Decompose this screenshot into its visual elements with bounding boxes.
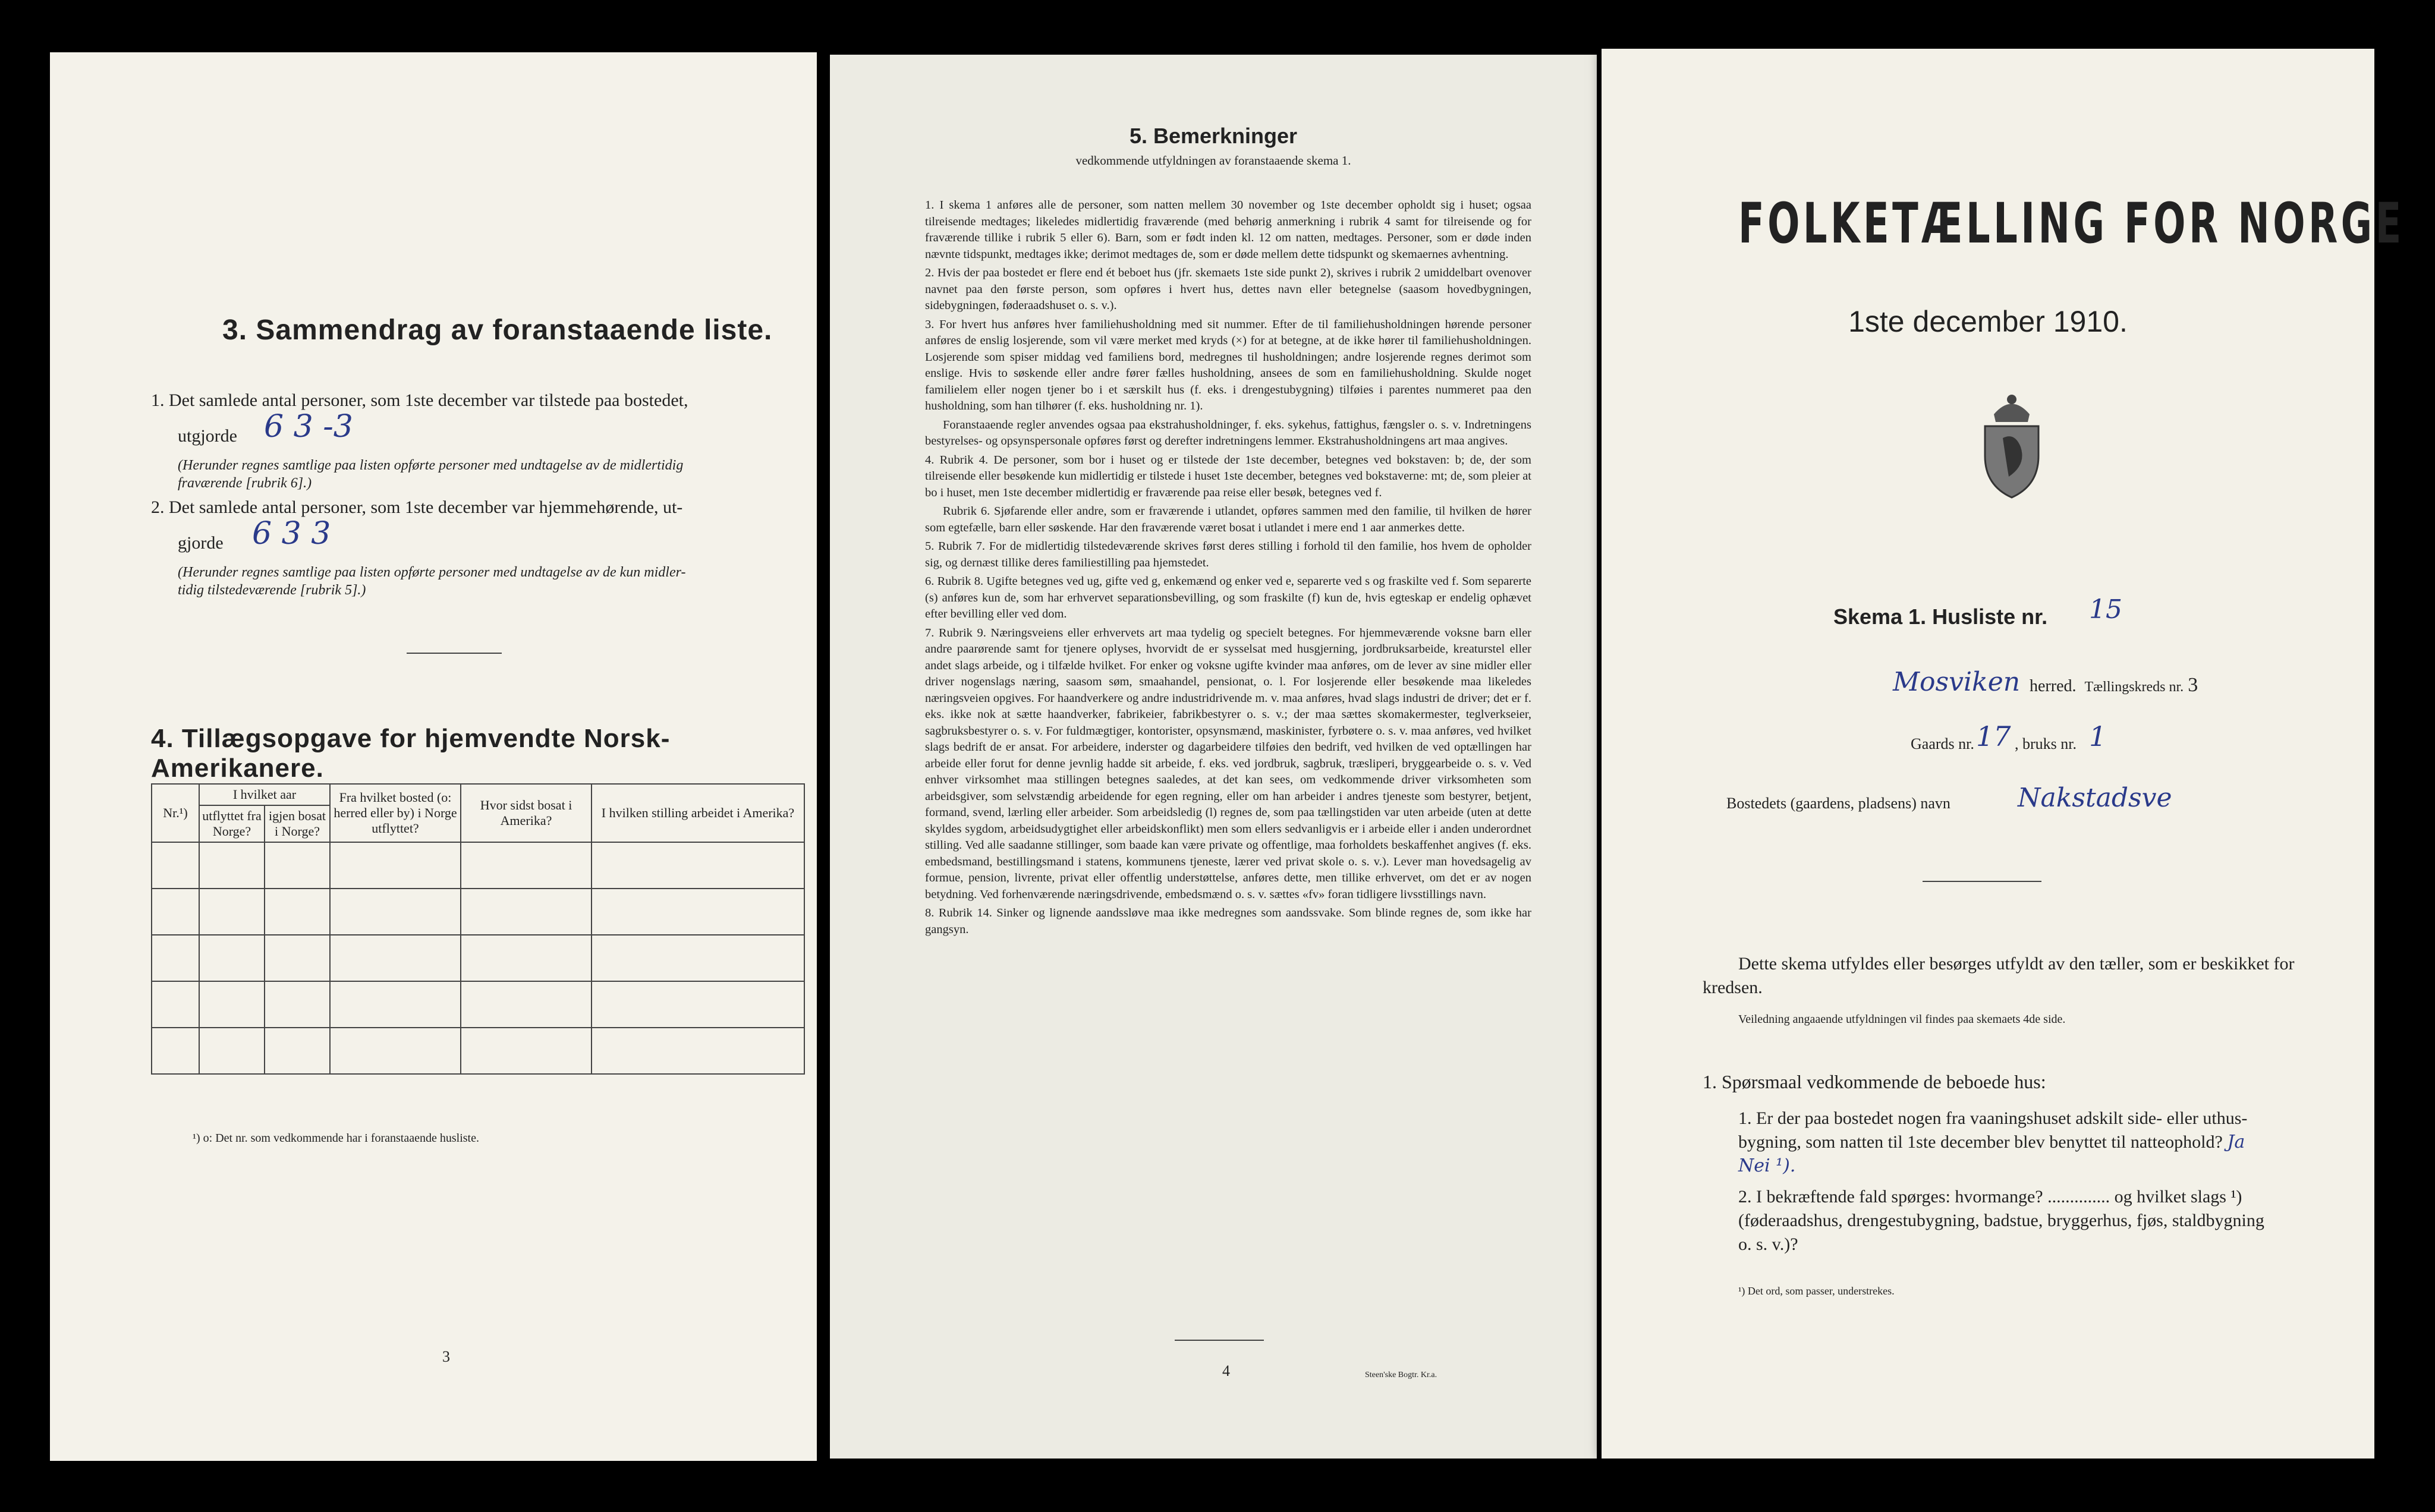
remarks-title: 5. Bemerkninger bbox=[1129, 124, 1298, 148]
col-returned: igjen bosat i Norge? bbox=[265, 805, 330, 842]
summary-item-2-label: gjorde bbox=[178, 533, 224, 553]
bosted-value: Nakstadsve bbox=[2018, 783, 2172, 813]
summary-item-1-note: (Herunder regnes samtlige paa listen opførte personer med undtagelse av de midlertidig fraværende [rubrik 6].) bbox=[178, 458, 684, 491]
herred-label: herred. Tællingskreds nr. 3 bbox=[2030, 674, 2198, 696]
summary-item-1-label: utgjorde bbox=[178, 426, 237, 446]
summary-item-2: 2. Det samlede antal personer, som 1ste december var hjemmehørende, ut- bbox=[151, 497, 683, 517]
remark-paragraph: 3. For hvert hus anføres hver familiehusholdning med sit nummer. Efter de til familiehusholdningen hørende personer anføres de enslig losjerende, som vil være merket med kryds (×) for at betegne, at de ikke hører til familiehusholdningen. Losjerende som spiser middag ved familiens bord, medregnes til husholdningen; andre losjerende regnes derimot som enslige. Hvis to søskende eller andre fører fælles husholdning, ansees de som en familiehusholdning. Skulde noget familielem eller nogen tjener bo i et særskilt hus (f. eks. i drengestubygning) tilføies i parentes nummeret paa den husholdning, som han tilhører (f. eks. husholdning nr. 1). bbox=[925, 317, 1531, 412]
question-2: 2. I bekræftende fald spørges: hvormange? .............. og hvilket slags ¹) (føderaadshus, drengestubygning, badstue, bryggerhus, fjøs, staldbygning o. s. v.)? bbox=[1738, 1187, 2264, 1254]
summary-item-1: 1. Det samlede antal personer, som 1ste december var tilstede paa bostedet, bbox=[151, 390, 688, 410]
printer-mark: Steen'ske Bogtr. Kr.a. bbox=[1365, 1371, 1437, 1379]
table-row bbox=[152, 889, 804, 935]
col-year: I hvilket aar bbox=[199, 784, 330, 805]
remark-paragraph: 2. Hvis der paa bostedet er flere end ét beboet hus (jfr. skemaets 1ste side punkt 2), skrives i rubrik 2 umiddelbart ovenover navnet paa den første person, som opføres i hvert hus, dettes navn eller betegnelse (saasom hovedbygningen, sidebygningen, føderaadshuset o. s. v.). bbox=[925, 266, 1531, 312]
return-migrants-table bbox=[151, 783, 805, 1075]
gaard-value: 17 bbox=[1976, 720, 2011, 752]
remark-paragraph: Foranstaaende regler anvendes ogsaa paa ekstrahusholdninger, f. eks. sykehus, fattighus, fængsler o. s. v. Indretningens bestyrelses- og opsynspersonale opføres først og derefter indretningens lemmer. Ekstrahusholdningens art maa angives. bbox=[925, 418, 1531, 448]
questions-title: 1. Spørsmaal vedkommende de beboede hus: bbox=[1703, 1071, 2046, 1092]
herred-value: Mosviken bbox=[1893, 667, 2021, 697]
remarks-body bbox=[925, 197, 1531, 940]
remarks-subtitle: vedkommende utfyldningen av foranstaaende skema 1. bbox=[1075, 153, 1351, 168]
census-title: FOLKETÆLLING FOR NORGE bbox=[1738, 191, 2405, 256]
footnote: ¹) Det ord, som passer, understrekes. bbox=[1738, 1285, 1895, 1297]
gaard-label: Gaards nr. bbox=[1911, 735, 1974, 752]
coat-of-arms-icon bbox=[1973, 382, 2050, 500]
page-1 bbox=[1602, 49, 2405, 1459]
col-last-america: Hvor sidst bosat i Amerika? bbox=[461, 784, 592, 842]
remark-paragraph: 4. Rubrik 4. De personer, som bor i huset og er tilstede der 1ste december, betegnes ved bokstaven: b; de, der som tilreisende eller besøkende kun midlertidig er tilstede i huset 1ste december, betegnes ved bokstaverne: mt; de, som pleier at bo i huset, men 1ste december midlertidig er fraværende paa reise eller besøk, betegnes ved f. bbox=[925, 453, 1531, 499]
section3-title: 3. Sammendrag av foranstaaende liste. bbox=[222, 314, 773, 346]
instruction-note: Veiledning angaaende utfyldningen vil findes paa skemaets 4de side. bbox=[1738, 1013, 2066, 1026]
instruction-text: Dette skema utfyldes eller besørges utfyldt av den tæller, som er beskikket for kredsen. bbox=[1703, 954, 2295, 997]
page-number: 3 bbox=[442, 1348, 450, 1365]
remark-paragraph: 5. Rubrik 7. For de midlertidig tilstedeværende skrives først deres stilling i forhold til den familie, hos hvem de opholder sig, og dernæst tillike deres familiestilling paa hjemstedet. bbox=[925, 540, 1531, 569]
summary-item-2-note: (Herunder regnes samtlige paa listen opførte personer med undtagelse av de kun midler- tidig tilstedeværende [rubrik 5].) bbox=[178, 565, 686, 598]
footnote: ¹) o: Det nr. som vedkommende har i foranstaaende husliste. bbox=[193, 1132, 479, 1145]
section4-title: 4. Tillægsopgave for hjemvendte Norsk-Amerikanere. bbox=[151, 724, 671, 783]
page-number: 4 bbox=[1222, 1362, 1230, 1379]
bruk-value: 1 bbox=[2089, 720, 2107, 752]
col-from-place: Fra hvilket bosted (o: herred eller by) i Norge utflyttet? bbox=[330, 784, 461, 842]
divider bbox=[1175, 1340, 1264, 1341]
table-row bbox=[152, 935, 804, 981]
page-4 bbox=[830, 55, 1597, 1459]
table-row bbox=[152, 1028, 804, 1074]
remark-paragraph: Rubrik 6. Sjøfarende eller andre, som er fraværende i utlandet, opføres sammen med den familie, til hvilken de hører som egtefælle, barn eller søskende. Har den fraværende været bosat i utlandet i mere end 1 aar anmerkes dette. bbox=[925, 505, 1531, 534]
table-row bbox=[152, 981, 804, 1028]
summary-item-2-value: 6 3 3 bbox=[252, 516, 331, 552]
bruk-label: , bruks nr. bbox=[2015, 735, 2077, 752]
census-date: 1ste december 1910. bbox=[1848, 305, 2128, 338]
question-1: 1. Er der paa bostedet nogen fra vaaningshuset adskilt side- eller uthus-bygning, som natten til 1ste december blev benyttet til natteophold? Ja Nei ¹). bbox=[1738, 1108, 2248, 1176]
page-3 bbox=[50, 52, 817, 1461]
divider bbox=[407, 653, 502, 654]
remark-paragraph: 7. Rubrik 9. Næringsveiens eller erhvervets art maa tydelig og specielt betegnes. For hjemmeværende voksne barn eller andre paarørende samt for tjenere oplyses, hvorvidt de er sysselsat med husgjerning, jordbruksarbeide, kreaturstel eller andet slags arbeide, og i tilfælde hvilket. For enker og voksne ugifte kvinder maa anføres, om de lever av sine midler eller driver nogenslags næring, saasom søm, smaahandel, pensionat, o. l. For losjerende eller besøkende maa likeledes næringsveien opgives. For haandverkere og andre industridrivende m. v. maa anføres, hvad slags industri de driver; det er f. eks. ikke nok at sætte haandverker, fabrikeier, fabrikbestyrer o. s. v.; der maa sættes skomakermester, teglverkseier, sagbruksbestyrer o. s. v. For fuldmægtiger, kontorister, opsynsmænd, maskinister, fyrbøtere o. s. v. maa anføres, ved hvilket slags bedrift de er ansat. For arbeidere, inderster og dagarbeidere tilføies den bedrift, ved hvilken de ved optællingen har arbeide eller forut for denne jevnlig hadde sit arbeide, f. eks. ved jordbruk, sagbruk, træsliperi, bryggearbeide o. s. v. Ved enhver virksomhet maa stillingen betegnes saaledes, at det kan sees, om vedkommende driver virksomheten som arbeidsgiver, som selvstændig arbeidende for egen regning, eller om han arbeider i andres tjeneste som bestyrer, betjent, formand, svend, lærling eller arbeider. Som arbeidsledig (l) regnes de, som paa tællingstiden var uten arbeide (uten at dette skyldes sygdom, arbeidsudygtighet eller arbeidskonflikt) men som ellers sedvanligvis er i arbeide eller i anden underordnet stilling. Ved alle saadanne stillinger, som baade kan være private og offentlige, maa forholdets beskaffenhet angives (f. eks. embedsmand, bestillingsmand i statens, kommunens tjeneste, lærer ved privat skole o. s. v.). Lever man hovedsagelig av formue, pension, livrente, privat eller offentlig understøttelse, anføres dette, men tillike erhvervet, om det er av nogen betydning. Ved forhenværende næringsdrivende, embedsmænd o. s. v. sættes «fv» foran tidligere livsstillings navn. bbox=[925, 626, 1531, 901]
summary-item-1-value: 6 3 -3 bbox=[264, 409, 353, 445]
divider bbox=[1923, 881, 2041, 882]
col-emigrated: utflyttet fra Norge? bbox=[199, 805, 265, 842]
skema-label: Skema 1. Husliste nr. bbox=[1833, 604, 2048, 629]
bosted-label: Bostedets (gaardens, pladsens) navn bbox=[1726, 795, 1950, 812]
table-row bbox=[152, 842, 804, 889]
remark-paragraph: 8. Rubrik 14. Sinker og lignende aandssløve maa ikke medregnes som aandssvake. Som blinde regnes de, som ikke har gangsyn. bbox=[925, 906, 1531, 936]
remark-paragraph: 1. I skema 1 anføres alle de personer, som natten mellem 30 november og 1ste december opholdt sig i huset; ogsaa tilreisende medtages; likeledes midlertidig fraværende (med behørig anmerkning i rubrik 4 samt for tilreisende og for fraværende tillike i rubrik 5 eller 6). Barn, som er født inden kl. 12 om natten, medtages. Personer, som er døde inden nævnte tidspunkt, medtages ikke; derimot medtages de, som er døde mellem dette tidspunkt og skemaernes avhentning. bbox=[925, 199, 1531, 261]
col-nr: Nr.¹) bbox=[152, 784, 199, 842]
remark-paragraph: 6. Rubrik 8. Ugifte betegnes ved ug, gifte ved g, enkemænd og enker ved e, separerte ved s og fraskilte ved f. Som separerte (s) anføres kun de, som har erhvervet separationsbevilling, og som fraskilte (f) kun de, hvis egteskap er endelig ophævet efter bevilling eller ved dom. bbox=[925, 575, 1531, 620]
husliste-number: 15 bbox=[2089, 594, 2122, 625]
col-occupation: I hvilken stilling arbeidet i Amerika? bbox=[592, 784, 804, 842]
